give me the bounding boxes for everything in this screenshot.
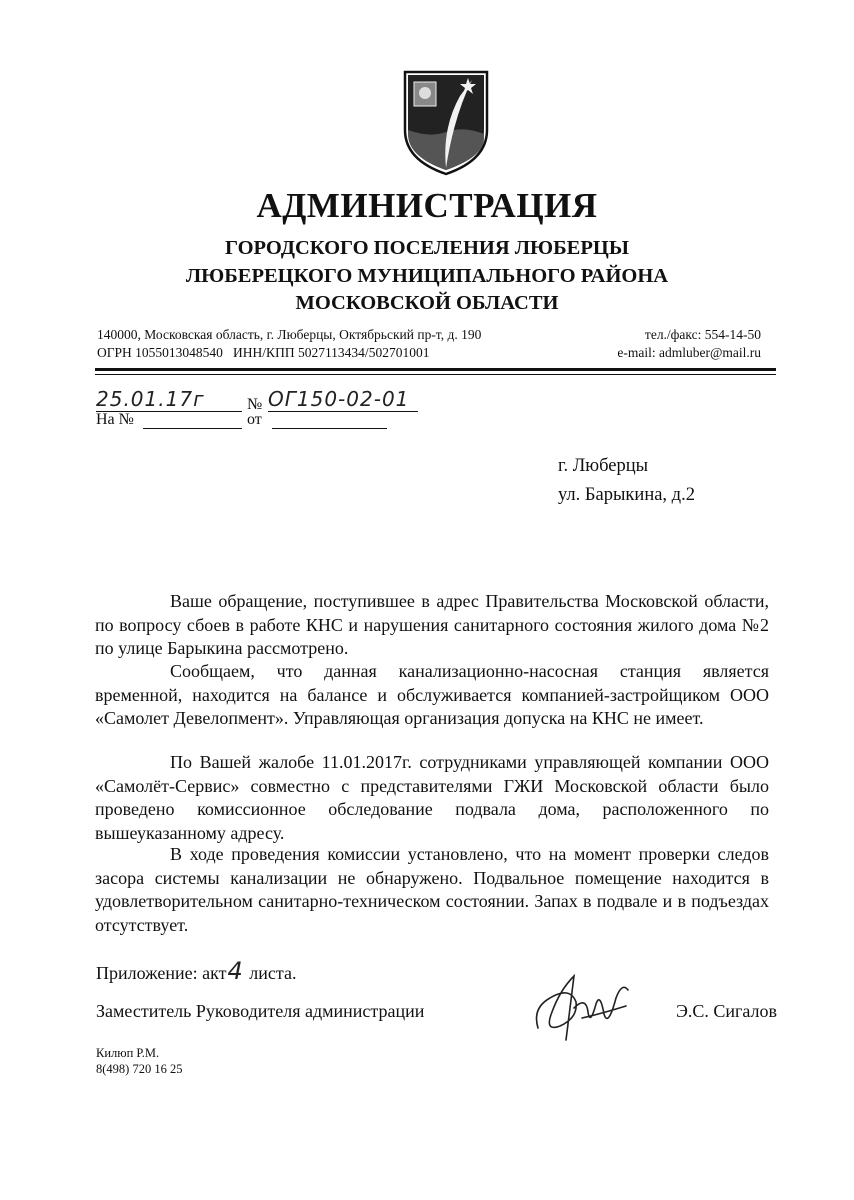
outgoing-date: 25.01.17г <box>96 387 242 412</box>
signature-icon <box>530 968 640 1048</box>
organization-phone: тел./факс: 554-14-50 <box>644 327 761 342</box>
recipient-city: г. Люберцы <box>558 456 649 476</box>
reply-number-blank <box>143 412 242 429</box>
attachment-note <box>96 957 296 985</box>
reply-date-blank <box>272 412 387 429</box>
executor-name: Килюп Р.М. <box>96 1046 160 1060</box>
outgoing-number-field <box>268 387 418 412</box>
signatory-name: Э.С. Сигалов <box>676 1001 778 1021</box>
signatory-position: Заместитель Руководителя администрации <box>96 1001 425 1021</box>
reply-from-label: от <box>247 411 262 428</box>
body-paragraph-1: Ваше обращение, поступившее в адрес Правительства Московской области, по вопросу сбоев в работе КНС и нарушения санитарного состояния жилого дома №2 по улице Барыкина рассмотрено. <box>95 591 769 658</box>
reply-number-label: На № <box>96 411 134 428</box>
attachment-suffix: листа. <box>249 963 297 983</box>
body-paragraph-4: В ходе проведения комиссии установлено, что на момент проверки следов засора системы канализации не обнаружено. Подвальное помещение находится в удовлетворительном санитарно-техническом состоянии. Запах в подвале и в подъездах отсутствует. <box>95 844 769 935</box>
subtitle-line-3: МОСКОВСКОЙ ОБЛАСТИ <box>295 292 559 314</box>
outgoing-number-label: № <box>247 396 263 413</box>
header-divider-thick <box>95 368 776 371</box>
subtitle-line-1: ГОРОДСКОГО ПОСЕЛЕНИЯ ЛЮБЕРЦЫ <box>225 237 629 259</box>
organization-address: 140000, Московская область, г. Люберцы, Октябрьский пр-т, д. 190 <box>97 327 482 342</box>
page-title: АДМИНИСТРАЦИЯ <box>256 186 598 225</box>
recipient-street: ул. Барыкина, д.2 <box>558 485 695 505</box>
shield-icon <box>402 68 490 176</box>
coat-of-arms-emblem <box>402 68 490 176</box>
outgoing-number: ОГ150-02-01 <box>268 387 418 412</box>
body-paragraph-3: По Вашей жалобе 11.01.2017г. сотрудниками управляющей компании ООО «Самолёт-Сервис» совместно с представителями ГЖИ Московской области было проведено комиссионное обследование подвала дома, расположенного по вышеуказанному адресу. <box>95 752 769 843</box>
subtitle-line-2: ЛЮБЕРЕЦКОГО МУНИЦИПАЛЬНОГО РАЙОНА <box>185 265 669 287</box>
attachment-count: 4 <box>227 957 244 985</box>
handwritten-signature <box>530 968 640 1048</box>
attachment-prefix: Приложение: акт <box>96 963 227 983</box>
executor-phone: 8(498) 720 16 25 <box>96 1062 183 1076</box>
header-divider-thin <box>95 374 776 375</box>
organization-email: e-mail: admluber@mail.ru <box>617 345 761 360</box>
body-paragraph-2: Сообщаем, что данная канализационно-насосная станция является временной, находится на балансе и обслуживается компанией-застройщиком ООО «Самолет Девелопмент». Управляющая организация допуска на КНС не имеет. <box>95 661 769 728</box>
outgoing-date-field <box>96 387 242 412</box>
organization-registry: ОГРН 1055013048540 ИНН/КПП 5027113434/502701001 <box>97 345 430 360</box>
